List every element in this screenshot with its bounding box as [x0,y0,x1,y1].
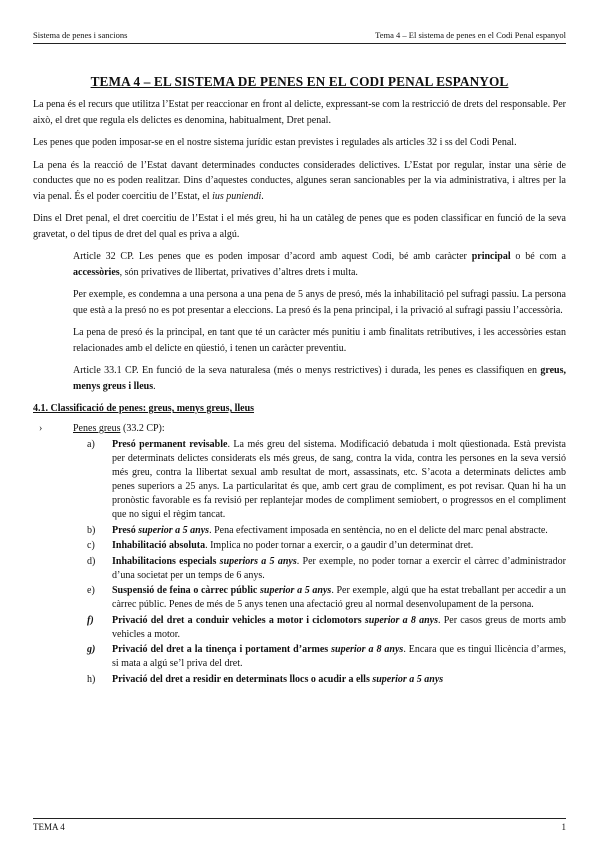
header-left: Sistema de penes i sancions [33,30,128,40]
header-right: Tema 4 – El sistema de penes en el Codi Penal espanyol [375,30,566,40]
list-marker: d) [87,555,96,567]
page-header [33,30,566,44]
list-item-title: Privació del dret a conduir vehicles a motor i ciclomotors [112,614,365,626]
list-item-description: . Implica no poder tornar a exercir, o a gaudir d’un determinat dret. [205,540,474,551]
list-item-description: . Per exemple, no poder tornar a exercir el càrrec d’administrador d’una societat per un temps de 6 anys. [112,555,566,581]
article-32-paragraph: Article 32 CP. Les penes que es poden imposar d’acord amb aquest Codi, bé amb caràcter principal o bé com a accessòries, són privatives de llibertat, privatives d’altres drets i multa. [73,251,566,278]
list-item-title: Privació del dret a la tinença i portament d’armes [112,644,332,655]
list-item-title: Presó permanent revisable [112,439,228,450]
list-item [33,539,566,553]
classification-terms: greus, menys greus i lleus [73,365,566,392]
list-item-duration: superior a 5 anys [138,524,210,536]
intro-paragraph-2: Les penes que poden imposar-se en el nostre sistema jurídic estan previstes i regulades als articles 32 i ss del Codi Penal. [33,137,517,148]
list-marker: b) [87,524,96,536]
document-body [33,74,566,688]
intro-paragraph-4: Dins el Dret penal, el dret coercitiu de l’Estat i el més greu, hi ha un catàleg de penes que es poden classificar en funció de la seva gravetat, o del tipus de dret del qual es priva a algú. [33,213,566,240]
section-heading-4-1: 4.1. Classificació de penes: greus, menys greus, lleus [33,403,255,414]
list-item-duration: superiors a 5 anys [219,555,297,567]
list-marker: a) [87,439,95,450]
document-title: TEMA 4 – EL SISTEMA DE PENES EN EL CODI PENAL ESPANYOL [90,74,509,89]
list-marker: e) [87,585,95,596]
list-item-title: Inhabilitació absoluta [112,540,206,551]
serious-penalties-list [33,438,566,687]
list-item [33,555,566,583]
list-item [33,438,566,522]
list-item-title: Inhabilitacions especials [112,555,220,567]
list-marker: g) [87,644,96,655]
list-item [33,524,566,538]
principal-vs-accessory-paragraph: La pena de presó és la principal, en tant que té un caràcter més punitiu i amb finalitats retributives, i les accessòries estan relacionades amb el delicte en qüestió, i tenen un caràcter preventiu. [73,327,566,354]
list-item-duration: superior a 8 anys [331,644,404,655]
list-item-description: . Pena efectivament imposada en sentència, no en el delicte del marc penal abstracte. [209,524,548,536]
ius-puniendi-term: ius puniendi [212,190,262,202]
list-item-title: Presó [112,524,139,536]
list-item [33,584,566,612]
chevron-right-icon: › [39,422,43,434]
bullet-penes-greus [33,421,566,437]
accessories-term: accessòries [73,266,120,278]
principal-term: principal [471,251,511,262]
list-item-duration: superior a 8 anys [364,614,438,626]
list-item-description: . Encara que es tingui llicència d’armes, si mata a algú se’l priva del dret. [112,644,566,669]
page-number: 1 [561,822,566,832]
list-marker: f) [87,614,94,626]
list-item [33,643,566,671]
list-item-description: . Per exemple, algú que ha estat treballant per accedir a un càrrec públic. Penes de més de 5 anys tenen una afectació greu al normal desenvolupament de la persona. [112,585,567,610]
list-item-description: . Per casos greus de morts amb vehicles a motor. [112,614,566,640]
list-item [33,673,566,687]
bullet-label: Penes greus [73,422,121,434]
list-item-title: Privació del dret a residir en determinats llocs o acudir a ells [112,673,373,685]
list-item-duration: superior a 5 anys [372,673,444,685]
list-item-duration: superior a 5 anys [260,585,332,596]
list-item-description: . La més greu del sistema. Modificació debatuda i molt qüestionada. Està prevista per determinats delictes considerats els més greus, de sang, contra la vida, contra les persones en la seva versió més greu, contra la llibertat sexual amb resultat de mort, assassinats, etc. S’acota a determinats delictes amb penes superiors a 25 anys. La particularitat és que, amb cert grau de compliment, es pot revisar. Quan hi ha un pronòstic favorable es fa revisió per replantejar modes de compliment semiobert, o progressos en el compliment que no sigui el règim tancat. [112,439,566,520]
list-marker: c) [87,540,95,551]
intro-paragraph-3: La pena és la reacció de l’Estat davant determinades conductes considerades delictives. L’Estat por regular, instar una sèrie de conductes que no es poden realitzar. Dins d’aquestes conductes, algunes seran sancionables per la via administrativa, i altres per la via penal. És el poder coercitiu de l’Estat, el ius puniendi. [33,159,566,202]
intro-paragraph-1: La pena és el recurs que utilitza l’Estat per reaccionar en front al delicte, expressant-se com la restricció de drets del responsable. Per això, el dret que regula els delictes es denomina, habitualment, Dret penal. [33,99,566,126]
example-paragraph: Per exemple, es condemna a una persona a una pena de 5 anys de presó, més la inhabilitació pel sufragi passiu. La persona que està a la presó no es pot presentar a eleccions. La presó és la pena principal, i la privació al sufragi passiu l’accessòria. [73,289,566,316]
list-item [33,614,566,642]
page-footer [33,818,566,832]
bullet-reference: (33.2 CP): [120,422,165,434]
footer-left: TEMA 4 [33,822,65,832]
list-marker: h) [87,673,96,685]
article-33-paragraph: Article 33.1 CP. En funció de la seva naturalesa (més o menys restrictives) i durada, les penes es classifiquen en greus, menys greus i lleus. [73,365,566,392]
list-item-title: Suspensió de feina o càrrec públic [112,585,260,596]
